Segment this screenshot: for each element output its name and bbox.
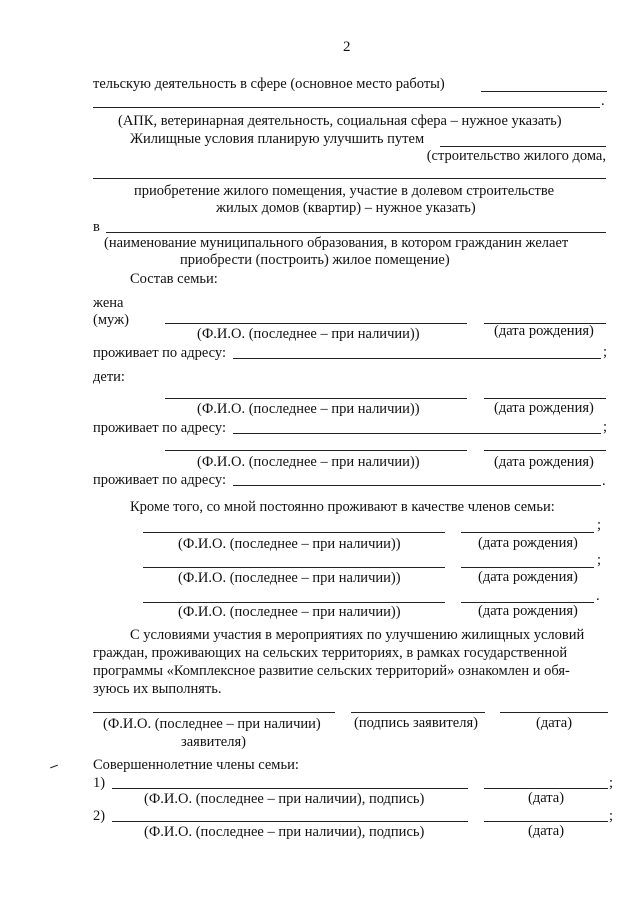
adult2-num: 2): [93, 808, 106, 824]
other1-semicolon: ;: [597, 517, 602, 533]
consent-line-4: зуюсь их выполнять.: [93, 681, 222, 697]
municipality-line[interactable]: [106, 232, 606, 233]
child2-dob-caption: (дата рождения): [494, 454, 594, 470]
spouse-address-line[interactable]: [233, 358, 601, 359]
other1-dob-caption: (дата рождения): [478, 535, 578, 551]
intro-line: тельскую деятельность в сфере (основное место работы): [93, 76, 445, 92]
applicant-date-caption: (дата): [536, 715, 573, 731]
prefix-v: в: [93, 219, 100, 235]
adult1-caption: (Ф.И.О. (последнее – при наличии), подпись): [144, 791, 425, 807]
housing-line: Жилищные условия планирую улучшить путем: [130, 131, 425, 147]
housing-method-line-2[interactable]: [93, 178, 606, 179]
housing-hint-1: (строительство жилого дома,: [426, 148, 606, 164]
child1-dob-line[interactable]: [484, 398, 606, 399]
workplace-line[interactable]: [481, 91, 607, 92]
other2-dob-line[interactable]: [461, 567, 594, 568]
end-dot: .: [601, 93, 605, 109]
other3-fio-line[interactable]: [143, 602, 445, 603]
adult2-fio-line[interactable]: [112, 821, 468, 822]
housing-hint-2: приобретение жилого помещения, участие в долевом строительстве: [134, 183, 555, 199]
spouse-fio-line[interactable]: [165, 323, 467, 324]
children-label: дети:: [93, 369, 125, 385]
adult2-date-caption: (дата): [528, 823, 565, 839]
family-title: Состав семьи:: [130, 271, 218, 287]
child1-fio-caption: (Ф.И.О. (последнее – при наличии)): [197, 401, 420, 417]
page-number: 2: [343, 39, 351, 55]
applicant-fio-line[interactable]: [93, 712, 335, 713]
applicant-sign-line[interactable]: [351, 712, 485, 713]
child2-address-line[interactable]: [233, 485, 601, 486]
adult2-date-line[interactable]: [484, 821, 608, 822]
child1-address-label: проживает по адресу:: [93, 420, 226, 436]
child2-fio-line[interactable]: [165, 450, 467, 451]
child2-fio-caption: (Ф.И.О. (последнее – при наличии)): [197, 454, 420, 470]
applicant-date-line[interactable]: [500, 712, 608, 713]
applicant-sign-caption: (подпись заявителя): [354, 715, 478, 731]
other2-semicolon: ;: [597, 552, 602, 568]
other3-fio-caption: (Ф.И.О. (последнее – при наличии)): [178, 604, 401, 620]
adult1-num: 1): [93, 775, 106, 791]
housing-method-line[interactable]: [440, 146, 606, 147]
adult1-fio-line[interactable]: [112, 788, 468, 789]
other2-fio-caption: (Ф.И.О. (последнее – при наличии)): [178, 570, 401, 586]
spouse-fio-caption: (Ф.И.О. (последнее – при наличии)): [197, 326, 420, 342]
municipality-hint-1: (наименование муниципального образования, в котором гражданин желает: [104, 235, 569, 251]
adults-title: Совершеннолетние члены семьи:: [93, 757, 299, 773]
municipality-hint-2: приобрести (построить) жилое помещение): [180, 252, 450, 268]
sphere-hint: (АПК, ветеринарная деятельность, социальная сфера – нужное указать): [118, 113, 562, 129]
other2-fio-line[interactable]: [143, 567, 445, 568]
spouse-address-label: проживает по адресу:: [93, 345, 226, 361]
spouse-label-2: (муж): [93, 312, 129, 328]
child1-dob-caption: (дата рождения): [494, 400, 594, 416]
consent-line-2: граждан, проживающих на сельских территориях, в рамках государственной: [93, 645, 568, 661]
other1-dob-line[interactable]: [461, 532, 594, 533]
other3-dob-caption: (дата рождения): [478, 603, 578, 619]
child1-semicolon: ;: [603, 419, 608, 435]
spouse-label-1: жена: [93, 295, 124, 311]
workplace-line-2[interactable]: [93, 107, 600, 108]
adult2-semicolon: ;: [609, 808, 614, 824]
adult2-caption: (Ф.И.О. (последнее – при наличии), подпись): [144, 824, 425, 840]
adult1-semicolon: ;: [609, 775, 614, 791]
spouse-dob-caption: (дата рождения): [494, 323, 594, 339]
consent-line-1: С условиями участия в мероприятиях по улучшению жилищных условий: [130, 627, 585, 643]
margin-mark: [50, 765, 58, 769]
other1-fio-caption: (Ф.И.О. (последнее – при наличии)): [178, 536, 401, 552]
other3-dot: .: [596, 588, 600, 604]
housing-hint-3: жилых домов (квартир) – нужное указать): [216, 200, 476, 216]
child2-dot: .: [602, 473, 606, 489]
child2-dob-line[interactable]: [484, 450, 606, 451]
applicant-fio-caption-1: (Ф.И.О. (последнее – при наличии): [103, 716, 321, 732]
other1-fio-line[interactable]: [143, 532, 445, 533]
child1-address-line[interactable]: [233, 433, 601, 434]
others-intro: Кроме того, со мной постоянно проживают в качестве членов семьи:: [130, 499, 555, 515]
adult1-date-line[interactable]: [484, 788, 608, 789]
spouse-semicolon: ;: [603, 344, 608, 360]
adult1-date-caption: (дата): [528, 790, 565, 806]
applicant-fio-caption-2: заявителя): [181, 734, 246, 750]
child1-fio-line[interactable]: [165, 398, 467, 399]
other2-dob-caption: (дата рождения): [478, 569, 578, 585]
child2-address-label: проживает по адресу:: [93, 472, 226, 488]
consent-line-3: программы «Комплексное развитие сельских территорий» ознакомлен и обя-: [93, 663, 570, 679]
